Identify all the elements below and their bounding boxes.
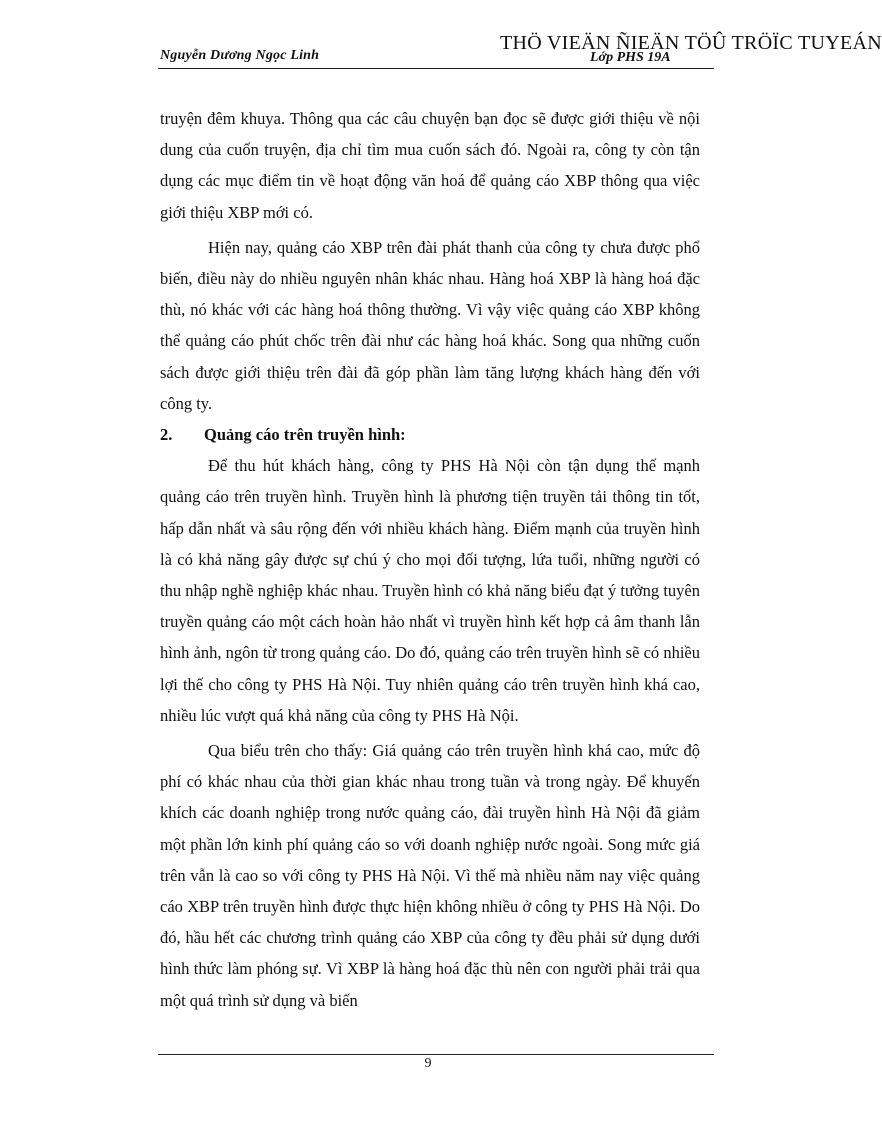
header-watermark: THÖ VIEÄN ÑIEÄN TÖÛ TRÖÏC TUYEÁN	[500, 32, 882, 54]
paragraph-4: Qua biểu trên cho thấy: Giá quảng cáo trên truyền hình khá cao, mức độ phí có khác nhau của thời gian khác nhau trong tuần và trong ngày. Để khuyến khích các doanh nghiệp trong nước quảng cáo, đài truyền hình Hà Nội đã giảm một phần lớn kinh phí quảng cáo so với doanh nghiệp nước ngoài. Song mức giá trên vẫn là cao so với công ty PHS Hà Nội. Vì thế mà nhiều năm nay việc quảng cáo XBP trên truyền hình được thực hiện không nhiều ở công ty PHS Hà Nội. Do đó, hầu hết các chương trình quảng cáo XBP của công ty đều phải sử dụng dưới hình thức làm phóng sự. Vì XBP là hàng hoá đặc thù nên con người phải trải qua một quá trình sử dụng và biến	[160, 741, 700, 1010]
header-author: Nguyễn Dương Ngọc Linh	[160, 48, 320, 63]
section-number: 2.	[160, 425, 173, 445]
section-title: Quảng cáo trên truyền hình:	[204, 425, 406, 445]
section-heading	[160, 419, 700, 450]
header-divider	[158, 68, 714, 69]
paragraph-1: truyện đêm khuya. Thông qua các câu chuyện bạn đọc sẽ được giới thiệu về nội dung của cuốn truyện, địa chỉ tìm mua cuốn sách đó. Ngoài ra, công ty còn tận dụng các mục điểm tin về hoạt động văn hoá để quảng cáo XBP thông qua việc giới thiệu XBP mới có.	[160, 109, 700, 222]
header-class: Lớp PHS 19A	[590, 50, 671, 65]
paragraph-3: Để thu hút khách hàng, công ty PHS Hà Nội còn tận dụng thế mạnh quảng cáo trên truyền hình. Truyền hình là phương tiện truyền tải thông tin tốt, hấp dẫn nhất và sâu rộng đến với nhiều khách hàng. Điểm mạnh của truyền hình là có khả năng gây được sự chú ý cho mọi đối tượng, lứa tuổi, những người có thu nhập nghề nghiệp khác nhau. Truyền hình có khả năng biểu đạt ý tưởng tuyên truyền quảng cáo một cách hoàn hảo nhất vì truyền hình kết hợp cả âm thanh lẫn hình ảnh, ngôn từ trong quảng cáo. Do đó, quảng cáo trên truyền hình sẽ có nhiều lợi thế cho công ty PHS Hà Nội. Tuy nhiên quảng cáo trên truyền hình khá cao, nhiều lúc vượt quá khả năng của công ty PHS Hà Nội.	[160, 456, 700, 725]
paragraph-2: Hiện nay, quảng cáo XBP trên đài phát thanh của công ty chưa được phổ biến, điều này do nhiều nguyên nhân khác nhau. Hàng hoá XBP là hàng hoá đặc thù, nó khác với các hàng hoá thông thường. Vì vậy việc quảng cáo XBP không thể quảng cáo phút chốc trên đài như các hàng hoá khác. Song qua những cuốn sách được giới thiệu trên đài đã góp phần làm tăng lượng khách hàng đến với công ty.	[160, 237, 700, 413]
page-body	[160, 103, 700, 1016]
footer-divider	[158, 1054, 714, 1055]
page-number: 9	[424, 1056, 432, 1071]
